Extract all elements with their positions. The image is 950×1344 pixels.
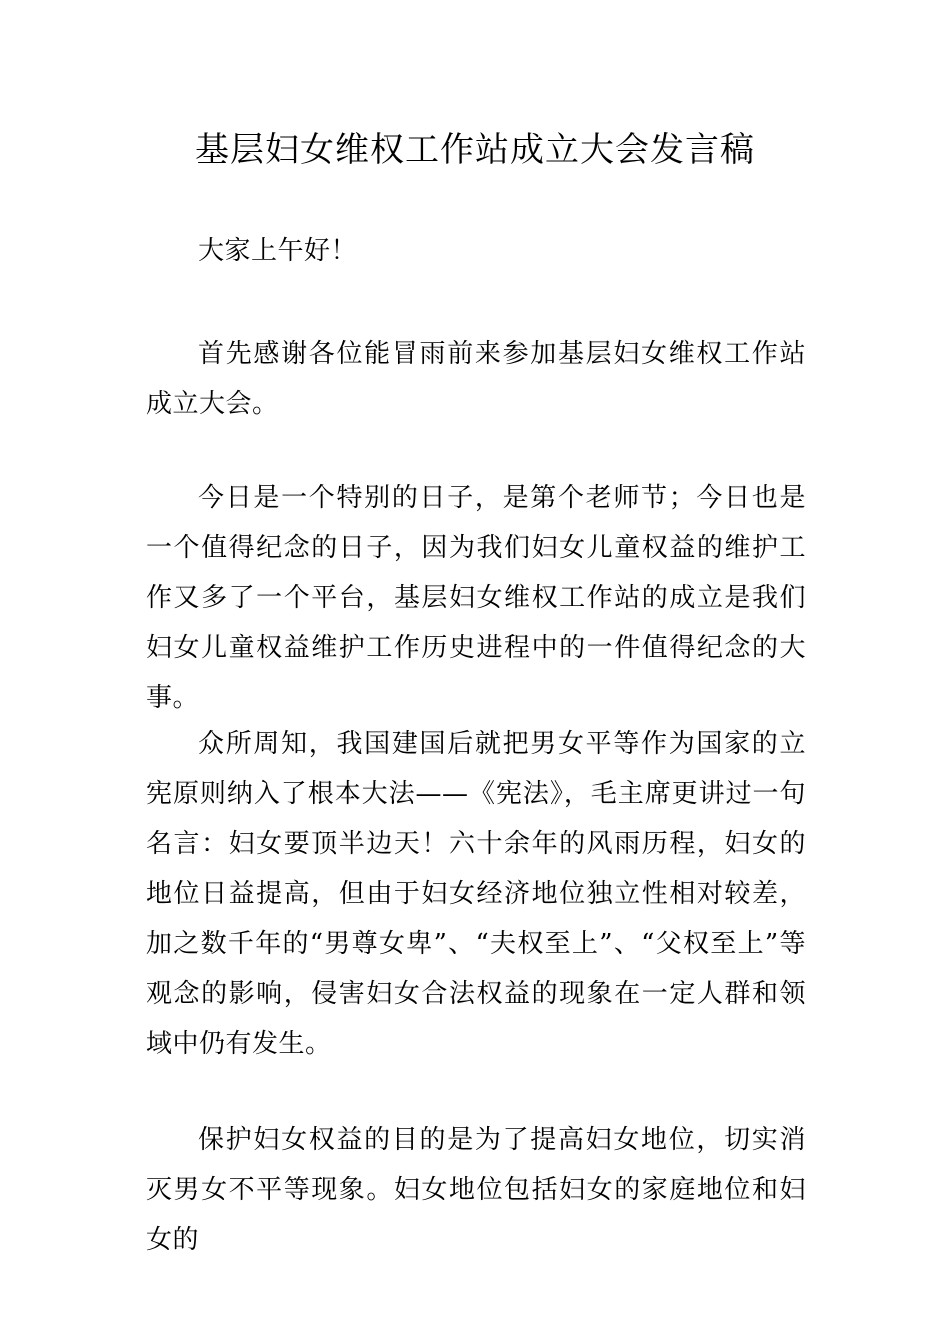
paragraph-purpose: 保护妇女权益的目的是为了提高妇女地位，切实消灭男女不平等现象。妇女地位包括妇女的家庭地位和妇女的 bbox=[146, 1125, 806, 1255]
paragraph-thanks: 首先感谢各位能冒雨前来参加基层妇女维权工作站成立大会。 bbox=[146, 339, 806, 419]
paragraph-history: 众所周知，我国建国后就把男女平等作为国家的立宪原则纳入了根本大法——《宪法》，毛主席更讲过一句名言：妇女要顶半边天！六十余年的风雨历程，妇女的地位日益提高，但由于妇女经济地位独立性相对较差，加之数千年的“男尊女卑”、“夫权至上”、“父权至上”等观念的影响，侵害妇女合法权益的现象在一定人群和领域中仍有发生。 bbox=[146, 729, 806, 1059]
document-title: 基层妇女维权工作站成立大会发言稿 bbox=[195, 130, 755, 170]
paragraph-greeting: 大家上午好！ bbox=[198, 236, 358, 266]
paragraph-special-day: 今日是一个特别的日子，是第个老师节；今日也是一个值得纪念的日子，因为我们妇女儿童权益的维护工作又多了一个平台，基层妇女维权工作站的成立是我们妇女儿童权益维护工作历史进程中的一件值得纪念的大事。 bbox=[146, 483, 806, 713]
